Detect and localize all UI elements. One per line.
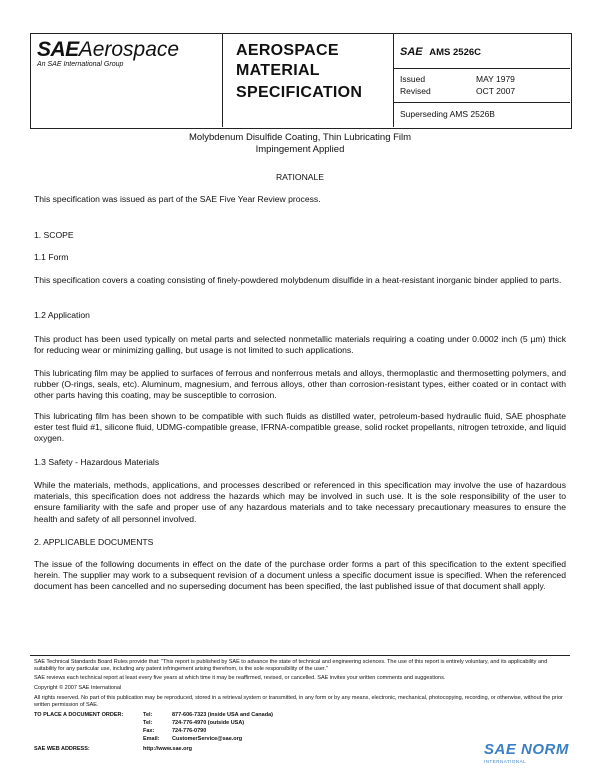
rationale-heading: RATIONALE: [275, 172, 325, 182]
email-label: Email:: [143, 736, 160, 742]
header-divider-2: [393, 33, 394, 127]
superseding-note: Superseding AMS 2526B: [400, 109, 495, 119]
tel2-value: 724-776-4970 (outside USA): [172, 720, 245, 726]
tel1-value: 877-606-7323 (inside USA and Canada): [172, 712, 273, 718]
section-1-1-heading: 1.1 Form: [34, 252, 69, 262]
header-rule-2: [393, 102, 570, 103]
fax-value: 724-776-0790: [172, 728, 207, 734]
header-rule-1: [393, 68, 570, 69]
issued-label: Issued: [400, 74, 426, 84]
document-title: [0, 132, 600, 156]
section-1-2-para-2: This lubricating film may be applied to surfaces of ferrous and nonferrous metals and alloys, thermoplastic and thermosetting polymers, and rubber (O-rings, seals, etc). Aluminum, magnesium, and ferrous alloys, other than corrosion-resistant types, either coated or in contact with other parts having this coating, may be susceptible to corrosion.: [34, 368, 566, 401]
fax-label: Fax:: [143, 728, 155, 734]
tel2-label: Tel:: [143, 720, 153, 726]
doc-type-line-2: MATERIAL: [236, 62, 320, 79]
sae-norm-stamp: [484, 741, 580, 771]
header-divider-1: [222, 33, 223, 127]
section-1-heading: 1. SCOPE: [34, 230, 74, 240]
stamp-sub: INTERNATIONAL: [484, 759, 527, 764]
logo-name: Aerospace: [78, 38, 180, 61]
doc-number: AMS 2526C: [429, 47, 482, 58]
section-2-heading: 2. APPLICABLE DOCUMENTS: [34, 537, 154, 547]
footer-copyright: Copyright © 2007 SAE International: [34, 685, 122, 691]
section-2-text: The issue of the following documents in effect on the date of the purchase order forms a part of this specification to the extent specified herein. The supplier may work to a subsequent revision of a document unless a specific document issue is specified. When the referenced document has been cancelled and no superseding document has been specified, the last published issue of that document shall apply.: [34, 559, 566, 592]
title-line-2: Impingement Applied: [255, 144, 345, 155]
order-label: TO PLACE A DOCUMENT ORDER:: [34, 712, 124, 718]
logo-brand: SAE: [37, 38, 79, 61]
title-line-1: Molybdenum Disulfide Coating, Thin Lubricating Film: [188, 132, 412, 143]
section-1-1-text: This specification covers a coating consisting of finely-powdered molybdenum disulfide in a heat-resistant inorganic binder applied to parts.: [34, 275, 562, 285]
doc-type-line-3: SPECIFICATION: [236, 84, 363, 101]
sae-mark: SAE: [400, 46, 423, 58]
web-value[interactable]: http://www.sae.org: [143, 746, 192, 752]
footer-rules-text: SAE Technical Standards Board Rules provide that: "This report is published by SAE to advance the state of technical and engineering sciences. The use of this report is entirely voluntary, and its applicability and suitability for any particular use, including any patent infringement arising therefrom, is the sole responsibility of the user.": [34, 659, 548, 672]
sae-aerospace-logo: [37, 38, 179, 62]
web-label: SAE WEB ADDRESS:: [34, 746, 90, 752]
section-1-2-para-3: This lubricating film has been shown to be compatible with such fluids as distilled water, petroleum-based hydraulic fluid, SAE phosphate ester test fluid #1, silicone fluid, UDMG-compatible grease, IFRNA-compatible grease, solid rocket propellants, nitrogen tetroxide, and liquid oxygen.: [34, 411, 566, 444]
doc-type-line-1: AEROSPACE: [236, 42, 339, 59]
section-1-3-heading: 1.3 Safety - Hazardous Materials: [34, 457, 160, 467]
doc-number-block: [400, 46, 481, 58]
footer-review-text: SAE reviews each technical report at least every five years at which time it may be reaffirmed, revised, or cancelled. SAE invites your written comments and suggestions.: [34, 675, 446, 681]
email-value[interactable]: CustomerService@sae.org: [172, 736, 243, 742]
stamp-brand: SAE NORM: [484, 741, 569, 758]
footer-rights-text: All rights reserved. No part of this publication may be reproduced, stored in a retrieval system or transmitted, in any form or by any means, electronic, mechanical, photocopying, recording, or otherwise, without the prior written permission of SAE.: [34, 695, 563, 708]
section-1-2-heading: 1.2 Application: [34, 310, 90, 320]
revised-label: Revised: [400, 86, 431, 96]
tel1-label: Tel:: [143, 712, 153, 718]
footer-rule: [30, 655, 570, 656]
section-1-2-para-1: This product has been used typically on metal parts and selected nonmetallic materials requiring a coating under 0.0002 inch (5 µm) thick for reducing wear or minimizing galling, but usage is not limited to such applications.: [34, 334, 566, 356]
issued-value: MAY 1979: [476, 74, 515, 84]
revised-value: OCT 2007: [476, 86, 516, 96]
rationale-text: This specification was issued as part of the SAE Five Year Review process.: [34, 194, 321, 204]
section-1-3-text: While the materials, methods, applications, and processes described or referenced in this specification may involve the use of hazardous materials, this specification does not address the hazards which may be involved in such use. It is the sole responsibility of the user to ensure familiarity with the safe and proper use of any hazardous materials and to take necessary precautionary measures to ensure the health and safety of all personnel involved.: [34, 480, 566, 524]
logo-tagline: An SAE International Group: [37, 61, 124, 68]
